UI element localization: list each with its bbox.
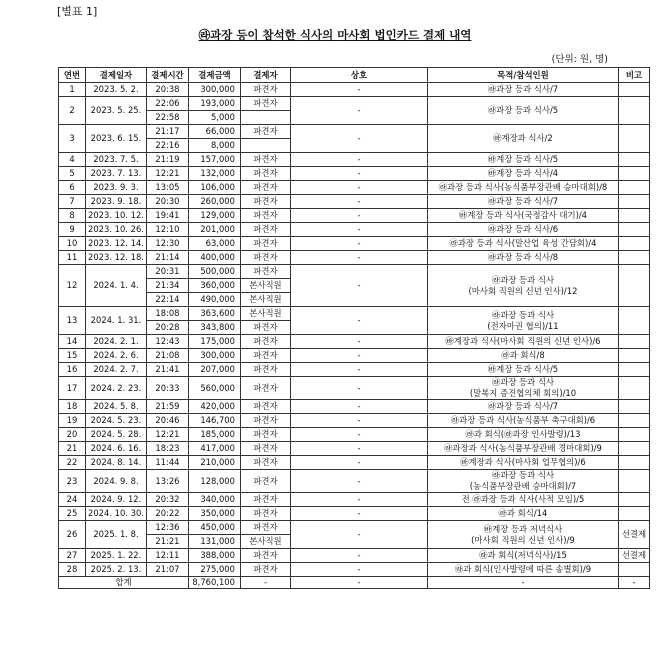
- purpose-attendees: ㉱과장 등과 식사/7: [427, 195, 618, 209]
- payment-date: 2024. 8. 14.: [86, 456, 147, 470]
- payment-amount: 300,000: [188, 83, 240, 97]
- row-number: 13: [59, 307, 86, 335]
- row-note: [618, 97, 649, 125]
- payment-table: [58, 67, 650, 589]
- shop-name: -: [290, 470, 427, 493]
- purpose-attendees: 전 ㉱과장 등과 식사(사적 모임)/5: [427, 493, 618, 507]
- payment-time: 21:07: [146, 563, 188, 577]
- row-note: [618, 363, 649, 377]
- payment-date: 2023. 7. 5.: [86, 153, 147, 167]
- total-payer: -: [240, 577, 290, 589]
- total-shop: -: [290, 577, 427, 589]
- payment-amount: 128,000: [188, 470, 240, 493]
- payment-time: 21:14: [146, 251, 188, 265]
- shop-name: -: [290, 400, 427, 414]
- payment-amount: 363,600: [188, 307, 240, 321]
- shop-name: -: [290, 442, 427, 456]
- purpose-attendees: ㉱과장 등과 식사/7: [427, 400, 618, 414]
- payment-date: 2024. 2. 7.: [86, 363, 147, 377]
- payer: 파견자: [240, 265, 290, 279]
- payment-date: 2024. 2. 1.: [86, 335, 147, 349]
- table-row: [59, 83, 650, 97]
- payer: 파견자: [240, 400, 290, 414]
- payment-time: 22:58: [146, 111, 188, 125]
- payment-date: 2025. 2. 13.: [86, 563, 147, 577]
- shop-name: -: [290, 507, 427, 521]
- table-row: [59, 223, 650, 237]
- payer: 파견자: [240, 493, 290, 507]
- payment-date: 2025. 1. 22.: [86, 549, 147, 563]
- purpose-attendees: ㉳계장과 식사(마사회 업무협의)/6: [427, 456, 618, 470]
- annex-tag: [별표 1]: [57, 5, 98, 18]
- row-number: 19: [59, 414, 86, 428]
- table-row: [59, 237, 650, 251]
- payment-date: 2024. 1. 31.: [86, 307, 147, 335]
- col-header-amount: 결제금액: [188, 68, 240, 83]
- table-row: [59, 414, 650, 428]
- purpose-attendees: ㉱과 회식(인사발령에 따른 송별회)/9: [427, 563, 618, 577]
- table-row: [59, 153, 650, 167]
- row-note: [618, 377, 649, 400]
- col-header-shop: 상호: [290, 68, 427, 83]
- row-note: [618, 125, 649, 153]
- shop-name: -: [290, 83, 427, 97]
- col-header-date: 결제일자: [86, 68, 147, 83]
- payment-time: 18:23: [146, 442, 188, 456]
- payment-amount: 106,000: [188, 181, 240, 195]
- shop-name: -: [290, 251, 427, 265]
- payment-time: 20:33: [146, 377, 188, 400]
- document-title: ㉱과장 등이 참석한 식사의 마사회 법인카드 결제 내역: [198, 28, 472, 42]
- row-note: [618, 83, 649, 97]
- row-number: 12: [59, 265, 86, 307]
- purpose-attendees: ㉱과장 등과 식사/7: [427, 83, 618, 97]
- shop-name: -: [290, 335, 427, 349]
- purpose-attendees: ㉱과 회식(저녁식사)/15: [427, 549, 618, 563]
- shop-name: -: [290, 363, 427, 377]
- row-note: [618, 414, 649, 428]
- purpose-attendees: ㉳계장 등과 식사/4: [427, 167, 618, 181]
- payment-time: 12:43: [146, 335, 188, 349]
- purpose-attendees: ㉳계장 등과 저녁식사 (마사회 직원의 신년 인사)/9: [427, 521, 618, 549]
- row-note: [618, 307, 649, 335]
- payment-time: 21:17: [146, 125, 188, 139]
- row-number: 2: [59, 97, 86, 125]
- row-number: 18: [59, 400, 86, 414]
- payer: 본사직원: [240, 293, 290, 307]
- payment-amount: 560,000: [188, 377, 240, 400]
- row-number: 7: [59, 195, 86, 209]
- payment-date: 2024. 5. 23.: [86, 414, 147, 428]
- payment-amount: 260,000: [188, 195, 240, 209]
- payment-amount: 420,000: [188, 400, 240, 414]
- table-row: [59, 97, 650, 111]
- table-row: [59, 377, 650, 400]
- row-note: [618, 195, 649, 209]
- payment-time: 20:30: [146, 195, 188, 209]
- row-note: 선결제: [618, 549, 649, 563]
- payment-time: 12:21: [146, 428, 188, 442]
- row-number: 22: [59, 456, 86, 470]
- row-number: 16: [59, 363, 86, 377]
- shop-name: -: [290, 125, 427, 153]
- table-row: [59, 125, 650, 139]
- payment-date: 2024. 6. 16.: [86, 442, 147, 456]
- row-note: [618, 400, 649, 414]
- row-number: 10: [59, 237, 86, 251]
- row-number: 6: [59, 181, 86, 195]
- shop-name: -: [290, 377, 427, 400]
- row-number: 11: [59, 251, 86, 265]
- payment-amount: 5,000: [188, 111, 240, 125]
- payment-date: 2023. 5. 25.: [86, 97, 147, 125]
- payment-time: 21:08: [146, 349, 188, 363]
- payment-date: 2025. 1. 8.: [86, 521, 147, 549]
- row-note: [618, 265, 649, 307]
- payment-date: 2023. 6. 15.: [86, 125, 147, 153]
- payment-amount: 157,000: [188, 153, 240, 167]
- shop-name: -: [290, 181, 427, 195]
- row-number: 17: [59, 377, 86, 400]
- row-note: [618, 493, 649, 507]
- purpose-attendees: ㉱과장 등과 식사(농식품부 축구대회)/6: [427, 414, 618, 428]
- table-row: [59, 400, 650, 414]
- row-note: [618, 209, 649, 223]
- total-label: 합계: [59, 577, 189, 589]
- payment-date: 2024. 2. 6.: [86, 349, 147, 363]
- payment-time: 12:11: [146, 549, 188, 563]
- payer: 파견자: [240, 209, 290, 223]
- row-note: [618, 470, 649, 493]
- payer: 파견자: [240, 223, 290, 237]
- payment-amount: 207,000: [188, 363, 240, 377]
- row-number: 25: [59, 507, 86, 521]
- payment-time: 11:44: [146, 456, 188, 470]
- row-number: 5: [59, 167, 86, 181]
- payer: 파견자: [240, 153, 290, 167]
- payment-amount: 193,000: [188, 97, 240, 111]
- row-number: 4: [59, 153, 86, 167]
- shop-name: -: [290, 237, 427, 251]
- shop-name: -: [290, 265, 427, 307]
- row-note: 선결제: [618, 521, 649, 549]
- table-row: [59, 493, 650, 507]
- purpose-attendees: ㉱과장 등과 식사(농식품부장관배 승마대회)/8: [427, 181, 618, 195]
- row-note: [618, 349, 649, 363]
- row-number: 9: [59, 223, 86, 237]
- payment-time: 22:14: [146, 293, 188, 307]
- table-row: [59, 456, 650, 470]
- payer: 본사직원: [240, 307, 290, 321]
- shop-name: -: [290, 493, 427, 507]
- total-note: -: [618, 577, 649, 589]
- row-number: 1: [59, 83, 86, 97]
- payment-date: 2023. 12. 14.: [86, 237, 147, 251]
- payment-time: 21:59: [146, 400, 188, 414]
- purpose-attendees: ㉱과 회식/14: [427, 507, 618, 521]
- row-number: 26: [59, 521, 86, 549]
- payment-time: 20:22: [146, 507, 188, 521]
- payment-time: 12:30: [146, 237, 188, 251]
- row-number: 3: [59, 125, 86, 153]
- shop-name: -: [290, 223, 427, 237]
- col-header-no: 연번: [59, 68, 86, 83]
- table-row: [59, 195, 650, 209]
- payment-amount: 275,000: [188, 563, 240, 577]
- payment-amount: 417,000: [188, 442, 240, 456]
- row-note: [618, 442, 649, 456]
- row-number: 20: [59, 428, 86, 442]
- payment-amount: 129,000: [188, 209, 240, 223]
- purpose-attendees: ㉱과장 등과 식사 (농식품부장관배 승마대회)/7: [427, 470, 618, 493]
- payer: 파견자: [240, 428, 290, 442]
- payer: [240, 111, 290, 125]
- purpose-attendees: ㉱과 회식(㉱과장 인사발령)/13: [427, 428, 618, 442]
- payer: 파견자: [240, 251, 290, 265]
- payer: 파견자: [240, 335, 290, 349]
- payment-date: 2023. 10. 26.: [86, 223, 147, 237]
- payment-amount: 210,000: [188, 456, 240, 470]
- row-note: [618, 507, 649, 521]
- table-row: [59, 521, 650, 535]
- shop-name: -: [290, 428, 427, 442]
- payment-amount: 131,000: [188, 535, 240, 549]
- row-note: [618, 428, 649, 442]
- payment-amount: 350,000: [188, 507, 240, 521]
- payment-time: 12:36: [146, 521, 188, 535]
- payment-amount: 300,000: [188, 349, 240, 363]
- row-number: 15: [59, 349, 86, 363]
- row-note: [618, 563, 649, 577]
- payment-amount: 8,000: [188, 139, 240, 153]
- purpose-attendees: ㉳계장 등과 식사(국정감사 대기)/4: [427, 209, 618, 223]
- payment-amount: 388,000: [188, 549, 240, 563]
- table-row: [59, 428, 650, 442]
- payment-amount: 132,000: [188, 167, 240, 181]
- table-row: [59, 307, 650, 321]
- table-header-row: [59, 68, 650, 83]
- shop-name: -: [290, 97, 427, 125]
- row-note: [618, 223, 649, 237]
- payer: 본사직원: [240, 279, 290, 293]
- payment-amount: 343,800: [188, 321, 240, 335]
- payment-amount: 146,700: [188, 414, 240, 428]
- table-row: [59, 209, 650, 223]
- shop-name: -: [290, 456, 427, 470]
- total-row: [59, 577, 650, 589]
- row-note: [618, 181, 649, 195]
- payer: 파견자: [240, 237, 290, 251]
- unit-note: (단위: 원, 명): [551, 54, 608, 65]
- payment-time: 13:05: [146, 181, 188, 195]
- payment-time: 20:38: [146, 83, 188, 97]
- row-note: [618, 167, 649, 181]
- purpose-attendees: ㉱과장 등과 식사/8: [427, 251, 618, 265]
- row-number: 27: [59, 549, 86, 563]
- payment-time: 19:41: [146, 209, 188, 223]
- payment-date: 2024. 10. 30.: [86, 507, 147, 521]
- purpose-attendees: ㉱과장 등과 식사/5: [427, 97, 618, 125]
- payer: 파견자: [240, 195, 290, 209]
- purpose-attendees: ㉱과장과 식사(농식품부장관배 경마대회)/9: [427, 442, 618, 456]
- table-row: [59, 251, 650, 265]
- payment-amount: 360,000: [188, 279, 240, 293]
- payment-time: 13:26: [146, 470, 188, 493]
- table-row: [59, 265, 650, 279]
- shop-name: -: [290, 209, 427, 223]
- row-note: [618, 456, 649, 470]
- payment-amount: 201,000: [188, 223, 240, 237]
- payer: 파견자: [240, 321, 290, 335]
- payment-amount: 340,000: [188, 493, 240, 507]
- shop-name: -: [290, 549, 427, 563]
- col-header-payer: 결제자: [240, 68, 290, 83]
- payment-date: 2023. 7. 13.: [86, 167, 147, 181]
- purpose-attendees: ㉳계장 등과 식사/5: [427, 153, 618, 167]
- payment-amount: 63,000: [188, 237, 240, 251]
- payment-time: 20:46: [146, 414, 188, 428]
- shop-name: -: [290, 349, 427, 363]
- payer: 파견자: [240, 349, 290, 363]
- payer: [240, 139, 290, 153]
- shop-name: -: [290, 521, 427, 549]
- row-note: [618, 335, 649, 349]
- payer: 파견자: [240, 181, 290, 195]
- payment-date: 2023. 9. 18.: [86, 195, 147, 209]
- row-number: 14: [59, 335, 86, 349]
- payer: 본사직원: [240, 535, 290, 549]
- payment-date: 2024. 5. 28.: [86, 428, 147, 442]
- payment-date: 2024. 5. 8.: [86, 400, 147, 414]
- row-number: 8: [59, 209, 86, 223]
- payment-date: 2024. 1. 4.: [86, 265, 147, 307]
- col-header-note: 비고: [618, 68, 649, 83]
- payment-time: 12:10: [146, 223, 188, 237]
- payer: 파견자: [240, 521, 290, 535]
- shop-name: -: [290, 195, 427, 209]
- payer: 파견자: [240, 97, 290, 111]
- col-header-time: 결제시간: [146, 68, 188, 83]
- table-row: [59, 349, 650, 363]
- payment-amount: 66,000: [188, 125, 240, 139]
- table-row: [59, 563, 650, 577]
- payment-date: 2023. 12. 18.: [86, 251, 147, 265]
- total-purpose: -: [427, 577, 618, 589]
- shop-name: -: [290, 414, 427, 428]
- table-row: [59, 335, 650, 349]
- payment-time: 20:32: [146, 493, 188, 507]
- payment-time: 20:28: [146, 321, 188, 335]
- row-number: 23: [59, 470, 86, 493]
- row-number: 28: [59, 563, 86, 577]
- row-note: [618, 237, 649, 251]
- payer: 파견자: [240, 377, 290, 400]
- payment-time: 20:31: [146, 265, 188, 279]
- payment-time: 22:06: [146, 97, 188, 111]
- row-note: [618, 251, 649, 265]
- payer: 파견자: [240, 414, 290, 428]
- payment-date: 2024. 9. 12.: [86, 493, 147, 507]
- purpose-attendees: ㉱과장 등과 식사/6: [427, 223, 618, 237]
- payment-time: 18:08: [146, 307, 188, 321]
- table-body: [59, 83, 650, 577]
- table-row: [59, 549, 650, 563]
- table-row: [59, 442, 650, 456]
- shop-name: -: [290, 563, 427, 577]
- payment-time: 21:34: [146, 279, 188, 293]
- payer: 파견자: [240, 363, 290, 377]
- payment-date: 2023. 9. 3.: [86, 181, 147, 195]
- payer: 파견자: [240, 125, 290, 139]
- payer: 파견자: [240, 549, 290, 563]
- payer: 파견자: [240, 83, 290, 97]
- purpose-attendees: ㉱과장 등과 식사 (전자마권 협의)/11: [427, 307, 618, 335]
- payment-amount: 400,000: [188, 251, 240, 265]
- payment-amount: 500,000: [188, 265, 240, 279]
- payment-time: 21:19: [146, 153, 188, 167]
- purpose-attendees: ㉳계장과 식사/2: [427, 125, 618, 153]
- payment-time: 12:21: [146, 167, 188, 181]
- row-note: [618, 153, 649, 167]
- table-row: [59, 363, 650, 377]
- table-row: [59, 470, 650, 493]
- total-amount: 8,760,100: [188, 577, 240, 589]
- purpose-attendees: ㉳계장과 식사(마사회 직원의 신년 인사)/6: [427, 335, 618, 349]
- purpose-attendees: ㉱과 회식/8: [427, 349, 618, 363]
- purpose-attendees: ㉱과장 등과 식사(말산업 육성 간담회)/4: [427, 237, 618, 251]
- payment-date: 2023. 10. 12.: [86, 209, 147, 223]
- payer: 파견자: [240, 167, 290, 181]
- payer: 파견자: [240, 470, 290, 493]
- payment-time: 21:21: [146, 535, 188, 549]
- shop-name: -: [290, 153, 427, 167]
- payment-amount: 490,000: [188, 293, 240, 307]
- payment-amount: 175,000: [188, 335, 240, 349]
- shop-name: -: [290, 307, 427, 335]
- payment-time: 21:41: [146, 363, 188, 377]
- purpose-attendees: ㉳계장 등과 식사/5: [427, 363, 618, 377]
- payer: 파견자: [240, 507, 290, 521]
- payer: 파견자: [240, 456, 290, 470]
- shop-name: -: [290, 167, 427, 181]
- table-row: [59, 507, 650, 521]
- col-header-purpose: 목적/참석인원: [427, 68, 618, 83]
- purpose-attendees: ㉱과장 등과 식사 (말복지 증진협의체 회의)/10: [427, 377, 618, 400]
- payment-date: 2024. 9. 8.: [86, 470, 147, 493]
- payment-date: 2024. 2. 23.: [86, 377, 147, 400]
- payment-time: 22:16: [146, 139, 188, 153]
- row-number: 21: [59, 442, 86, 456]
- payment-amount: 450,000: [188, 521, 240, 535]
- purpose-attendees: ㉱과장 등과 식사 (마사회 직원의 신년 인사)/12: [427, 265, 618, 307]
- table-row: [59, 181, 650, 195]
- payer: 파견자: [240, 563, 290, 577]
- payment-date: 2023. 5. 2.: [86, 83, 147, 97]
- row-number: 24: [59, 493, 86, 507]
- payer: 파견자: [240, 442, 290, 456]
- table-row: [59, 167, 650, 181]
- payment-amount: 185,000: [188, 428, 240, 442]
